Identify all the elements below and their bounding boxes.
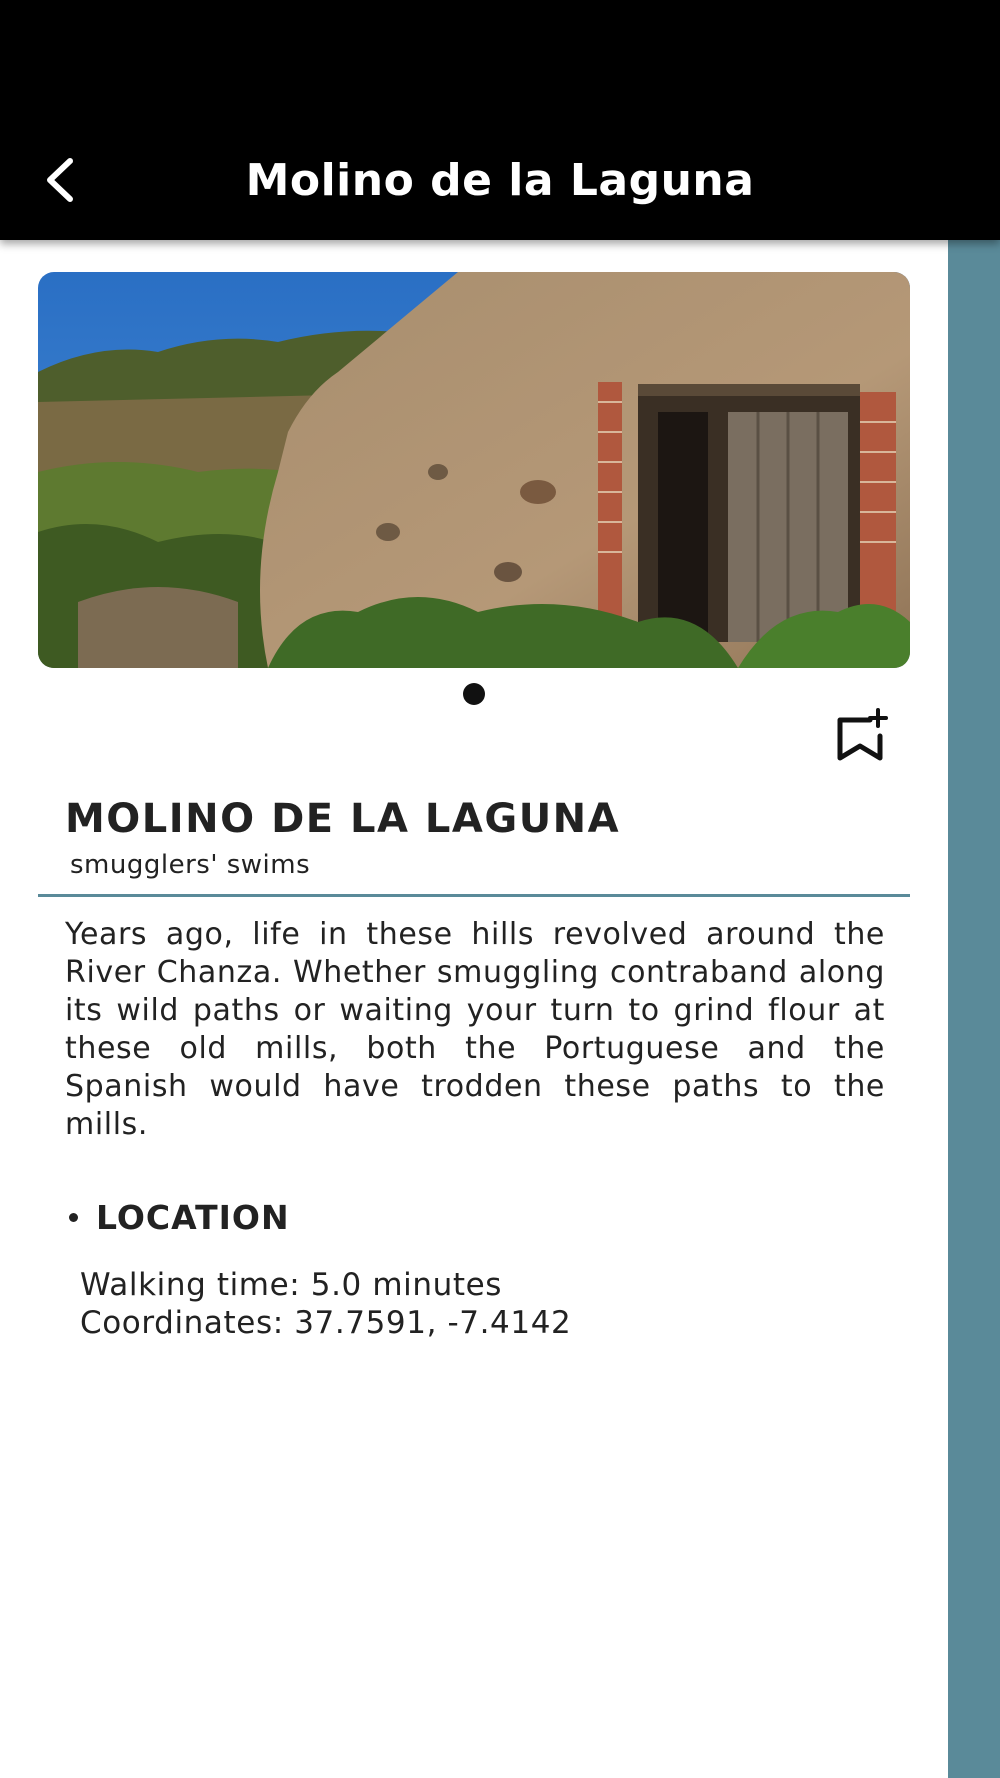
- title-divider: [38, 894, 910, 897]
- place-description: Years ago, life in these hills revolved around the River Chanza. Whether smuggling contraband along its wild paths or waiting your turn to grind flour at these old mills, both the Portuguese and the Spanish would have trodden these paths to the mills.: [65, 917, 885, 1142]
- mill-photo: [38, 272, 910, 668]
- walking-time: Walking time: 5.0 minutes: [80, 1267, 502, 1303]
- app-bar: [0, 120, 1000, 240]
- app-bar-title: Molino de la Laguna: [245, 154, 755, 206]
- place-title: MOLINO DE LA LAGUNA: [65, 796, 621, 842]
- place-subtitle: smugglers' swims: [70, 850, 311, 880]
- location-heading-label: LOCATION: [96, 1198, 290, 1237]
- location-info: [80, 1266, 571, 1342]
- image-carousel[interactable]: [38, 272, 910, 668]
- detail-content: [0, 240, 948, 1778]
- coordinates: Coordinates: 37.7591, -7.4142: [80, 1305, 572, 1341]
- chevron-left-icon: [40, 155, 80, 205]
- bullet-icon: [69, 1213, 78, 1222]
- side-strip: [948, 240, 1000, 1778]
- status-bar: [0, 0, 1000, 120]
- location-heading: [65, 1198, 290, 1237]
- add-bookmark-button[interactable]: [832, 706, 892, 766]
- back-button[interactable]: [30, 150, 90, 210]
- bookmark-add-icon: [832, 706, 892, 766]
- carousel-page-indicator: [463, 683, 485, 705]
